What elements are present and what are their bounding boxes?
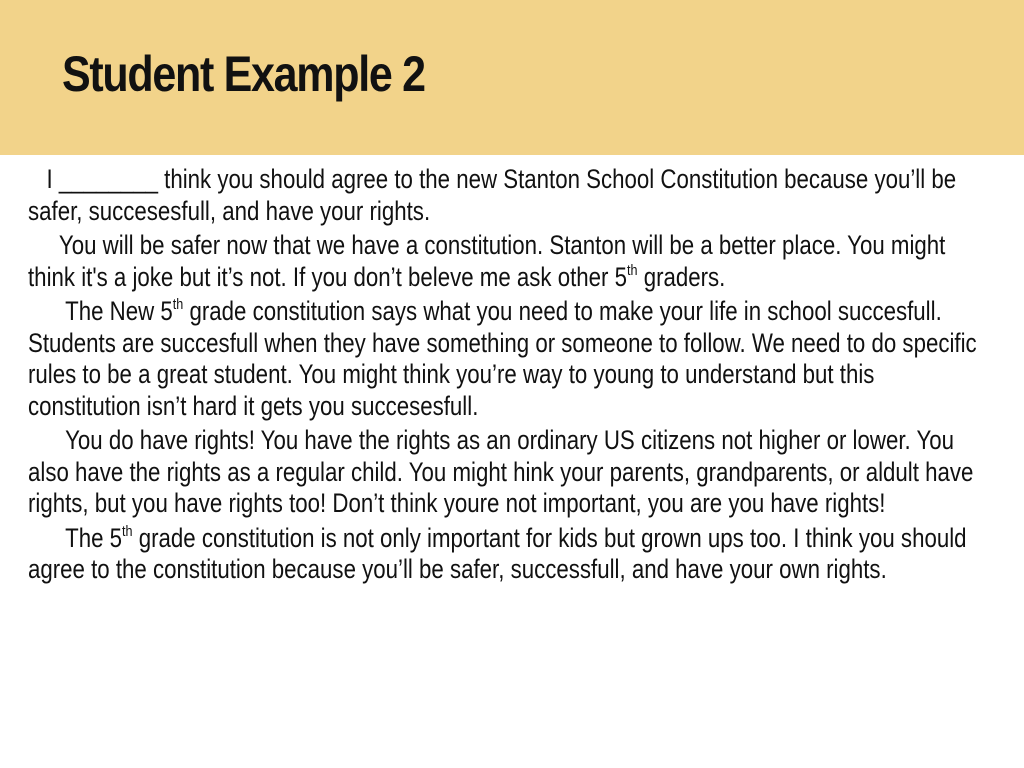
paragraph-2-text-a: You will be safer now that we have a constitution. Stanton will be a better place. You might think it's a joke but it’s not. If you don’t beleve me ask other 5 [28,230,952,292]
paragraph-3 [28,296,986,422]
slide-title: Student Example 2 [62,46,425,102]
paragraph-4 [28,425,986,520]
indent [28,230,59,260]
paragraph-3-text-a: The New 5 [65,296,173,326]
ordinal-suffix: th [122,522,133,540]
paragraph-4-text: You do have rights! You have the rights as an ordinary US citizens not higher or lower. You also have the rights as a regular child. You might hink your parents, grandparents, or aldult have rights, but you have rights too! Don’t think youre not important, you are you have rights! [28,425,980,518]
paragraph-1 [28,164,986,227]
paragraph-1-text: I ________ think you should agree to the new Stanton School Constitution because you’ll be safer, succesesfull, and have your rights. [28,164,963,226]
indent [28,523,65,553]
paragraph-5 [28,523,986,586]
paragraph-2 [28,230,986,293]
paragraph-3-text-b: grade constitution says what you need to make your life in school succesfull. Students are succesfull when they have something or someone to follow. We need to do specific rules to be a great student. You might think you’re way to young to understand but this constitution isn’t hard it gets you succesesfull. [28,296,983,421]
ordinal-suffix: th [172,296,184,313]
paragraph-2-text-b: graders. [637,261,726,292]
indent [28,164,47,194]
indent [28,425,65,455]
ordinal-suffix: th [627,261,638,279]
paragraph-5-text-a: The 5 [65,522,123,553]
essay-body [28,164,986,589]
title-band [0,0,1024,155]
paragraph-5-text-b: grade constitution is not only important for kids but grown ups too. I think you should agree to the constitution because you’ll be safer, successfull, and have your own rights. [28,522,973,584]
indent [28,296,65,326]
